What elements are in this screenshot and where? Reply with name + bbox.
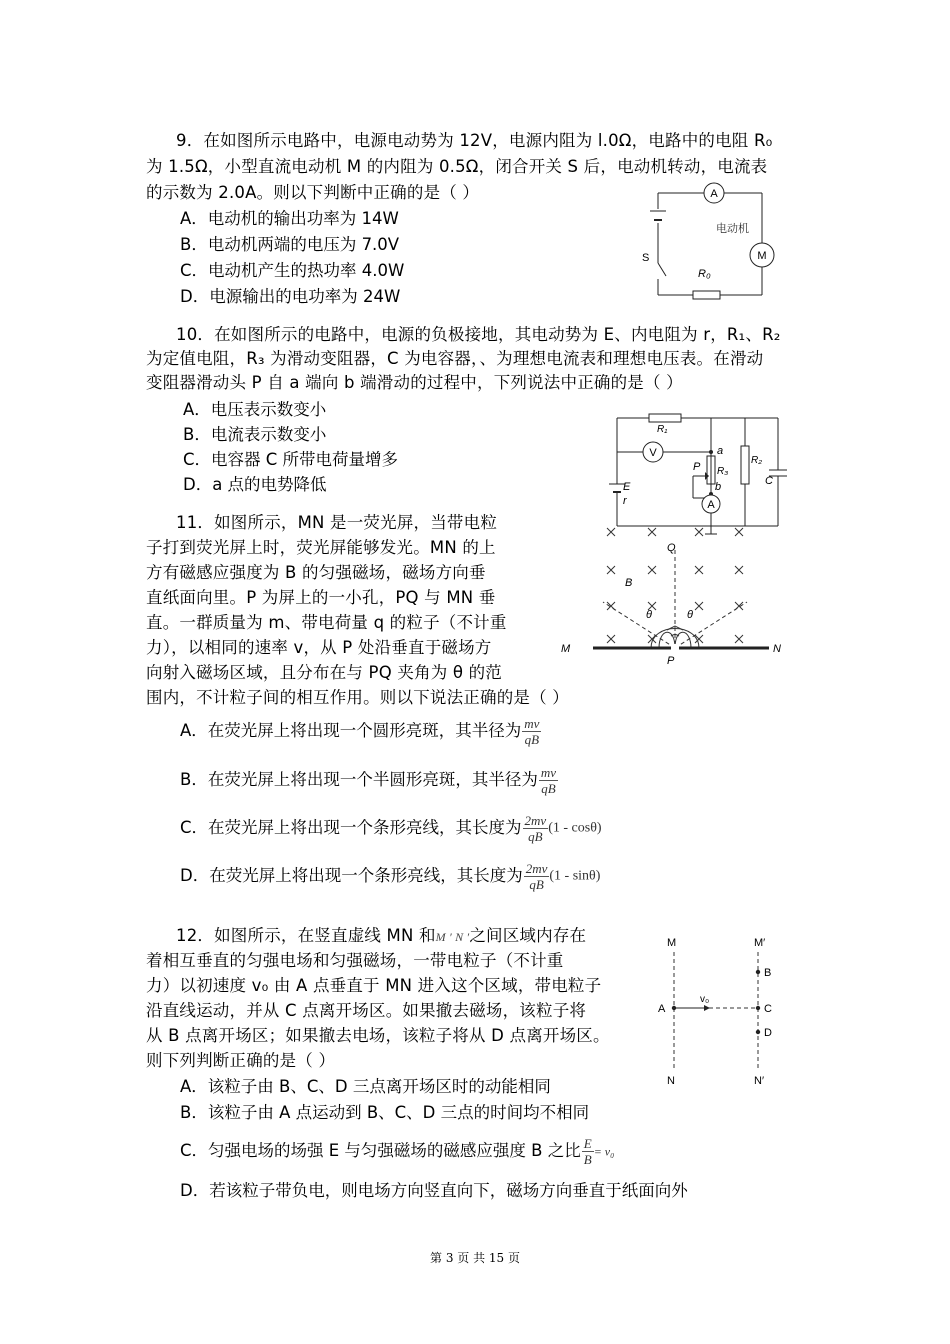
q12-line-1-text: 12．如图所示，在竖直虚线 MN 和	[176, 926, 436, 945]
q11-m-label: M	[561, 643, 571, 655]
q12-option-c-text: C．匀强电场的场强 E 与匀强磁场的磁感应强度 B 之比	[180, 1141, 581, 1160]
q11-option-a-num: mv	[524, 716, 540, 731]
q11-option-c-text: C．在荧光屏上将出现一个条形亮线，其长度为	[180, 818, 522, 837]
q11-option-a-den: qB	[524, 732, 540, 747]
q11-option-c-tail: (1 - cosθ)	[548, 820, 602, 836]
q9-line-2: 为 1.5Ω，小型直流电动机 M 的内阻为 0.5Ω，闭合开关 S 后，电动机转动，电流表	[146, 157, 768, 176]
q11-option-d-den: qB	[529, 877, 544, 892]
q11-line-2: 子打到荧光屏上时，荧光屏能够发光。MN 的上	[146, 538, 496, 557]
q9-motor-label: M	[757, 250, 767, 262]
q12-m2-label: M′	[754, 937, 766, 949]
q11-p-label: P	[667, 655, 675, 667]
q12-option-d: D．若该粒子带负电，则电场方向竖直向下，磁场方向垂直于纸面向外	[180, 1181, 688, 1200]
q12-line-6: 则下列判断正确的是（ ）	[146, 1051, 336, 1070]
q12-d-label: D	[764, 1027, 772, 1039]
q12-line-4: 沿直线运动，并从 C 点离开场区。如果撤去磁场，该粒子将	[146, 1001, 587, 1020]
q12-option-c	[180, 1136, 614, 1167]
q12-line-1	[176, 923, 586, 950]
q11-option-a-text: A．在荧光屏上将出现一个圆形亮斑，其半径为	[180, 721, 522, 740]
q11-line-8: 围内，不计粒子间的相互作用。则以下说法正确的是（ ）	[146, 688, 569, 707]
q12-line-2: 着相互垂直的匀强电场和匀强磁场，一带电粒子（不计重	[146, 951, 564, 970]
q12-v0-label: v₀	[700, 994, 710, 1005]
q9-motor-caption: 电动机	[716, 223, 749, 235]
q10-a-label: a	[717, 445, 724, 457]
q12-line-3: 力）以初速度 v₀ 由 A 点垂直于 MN 进入这个区域，带电粒子	[146, 976, 602, 995]
q9-resistor-label: R₀	[698, 268, 711, 280]
q12-inline-label: M ′ N ′	[435, 930, 470, 944]
q11-line-1: 11．如图所示，MN 是一荧光屏，当带电粒	[176, 513, 498, 532]
ammeter-icon	[704, 183, 724, 203]
q9-line-1: 9．在如图所示电路中，电源电动势为 12V，电源内阻为 l.0Ω，电路中的电阻 R₀	[176, 131, 773, 150]
q11-line-6: 力），以相同的速率 v，从 P 处沿垂直于磁场方	[146, 638, 492, 657]
voltmeter-icon	[643, 442, 663, 462]
page-footer: 第 3 页 共 15 页	[430, 1251, 520, 1265]
q12-a-label: A	[658, 1003, 666, 1015]
q10-r-label: r	[623, 495, 627, 507]
q11-option-c-fraction	[523, 813, 549, 844]
q11-magnetic-field-figure	[555, 522, 795, 668]
q11-line-3: 方有磁感应强度为 B 的匀强磁场，磁场方向垂	[146, 563, 486, 582]
q10-b-label: b	[715, 481, 722, 493]
q9-option-c: C．电动机产生的热功率 4.0W	[180, 261, 405, 280]
q12-option-c-num: E	[583, 1136, 592, 1151]
q9-circuit-figure	[630, 175, 790, 300]
q11-q-label: Q	[667, 542, 676, 554]
q11-theta2-label: θ	[687, 609, 693, 621]
q11-option-a	[180, 716, 541, 747]
q12-field-region-figure	[650, 930, 780, 1092]
q11-option-c-den: qB	[528, 829, 543, 844]
q9-option-d: D．电源输出的电功率为 24W	[180, 287, 401, 306]
q11-line-4: 直纸面向里。P 为屏上的一小孔，PQ 与 MN 垂	[146, 588, 496, 607]
q11-theta1-label: θ	[646, 609, 652, 621]
q11-option-b-num: mv	[540, 765, 556, 780]
q10-p-label: P	[693, 461, 701, 473]
q10-ammeter-label: A	[707, 499, 715, 511]
q10-line-1: 10．在如图所示的电路中，电源的负极接地，其电动势为 E、内电阻为 r，R₁、R₂	[176, 325, 781, 344]
q12-option-c-den: B	[583, 1152, 592, 1167]
q9-switch-label: S	[642, 252, 650, 264]
q9-line-3: 的示数为 2.0A。则以下判断中正确的是（ ）	[146, 183, 480, 202]
q12-n2-label: N′	[754, 1075, 765, 1087]
motor-icon	[750, 243, 774, 267]
q11-option-c	[180, 813, 602, 844]
q11-option-d-num: 2mv	[525, 861, 548, 876]
q10-line-3: 变阻器滑动头 P 自 a 端向 b 端滑动的过程中，下列说法中正确的是（ ）	[146, 373, 683, 392]
q11-line-7: 向射入磁场区域，且分布在与 PQ 夹角为 θ 的范	[146, 663, 503, 682]
q12-m-label: M	[667, 937, 677, 949]
q10-r1-label: R₁	[657, 424, 668, 435]
q11-line-5: 直。一群质量为 m、带电荷量 q 的粒子（不计重	[146, 613, 507, 632]
q11-option-b	[180, 765, 558, 796]
q11-b-label: B	[625, 577, 633, 589]
q9-option-a: A．电动机的输出功率为 14W	[180, 209, 399, 228]
q9-ammeter-label: A	[710, 188, 718, 200]
q12-line-5: 从 B 点离开场区；如果撤去电场，该粒子将从 D 点离开场区。	[146, 1026, 610, 1045]
q12-option-a: A．该粒子由 B、C、D 三点离开场区时的动能相同	[180, 1077, 551, 1096]
q12-line-1-tail: 之间区域内存在	[469, 926, 587, 945]
q11-option-d-fraction	[524, 861, 550, 892]
q10-r3-label: R₃	[717, 466, 729, 477]
q10-cap-label: C	[765, 475, 773, 487]
q11-n-label: N	[773, 643, 781, 655]
q10-option-d: D．a 点的电势降低	[183, 475, 327, 494]
q10-circuit-figure	[605, 408, 800, 536]
q12-b-label: B	[764, 967, 772, 979]
q11-option-d	[180, 861, 600, 892]
q10-voltmeter-label: V	[649, 447, 657, 459]
q10-option-a: A．电压表示数变小	[183, 400, 327, 419]
q11-option-a-fraction	[522, 716, 541, 747]
q12-c-label: C	[764, 1003, 772, 1015]
q12-option-c-fraction	[582, 1136, 594, 1167]
q12-option-b: B．该粒子由 A 点运动到 B、C、D 三点的时间均不相同	[180, 1103, 590, 1122]
q11-option-b-text: B．在荧光屏上将出现一个半圆形亮斑，其半径为	[180, 770, 538, 789]
q9-option-b: B．电动机两端的电压为 7.0V	[180, 235, 400, 254]
q10-emf-label: E	[623, 481, 631, 493]
q11-option-c-num: 2mv	[524, 813, 547, 828]
q11-option-b-fraction	[539, 765, 558, 796]
q10-option-b: B．电流表示数变小	[183, 425, 327, 444]
q10-r2-label: R₂	[751, 455, 763, 466]
q11-option-d-tail: (1 - sinθ)	[549, 868, 601, 884]
q12-n-label: N	[667, 1075, 675, 1087]
ammeter-icon	[702, 495, 720, 513]
q11-option-d-text: D．在荧光屏上将出现一个条形亮线，其长度为	[180, 866, 523, 885]
q10-line-2: 为定值电阻，R₃ 为滑动变阻器，C 为电容器，、为理想电流表和理想电压表。在滑动	[146, 349, 764, 368]
q12-option-c-tail: = v₀	[593, 1144, 615, 1159]
q10-option-c: C．电容器 C 所带电荷量增多	[183, 450, 399, 469]
q11-option-b-den: qB	[541, 781, 556, 796]
